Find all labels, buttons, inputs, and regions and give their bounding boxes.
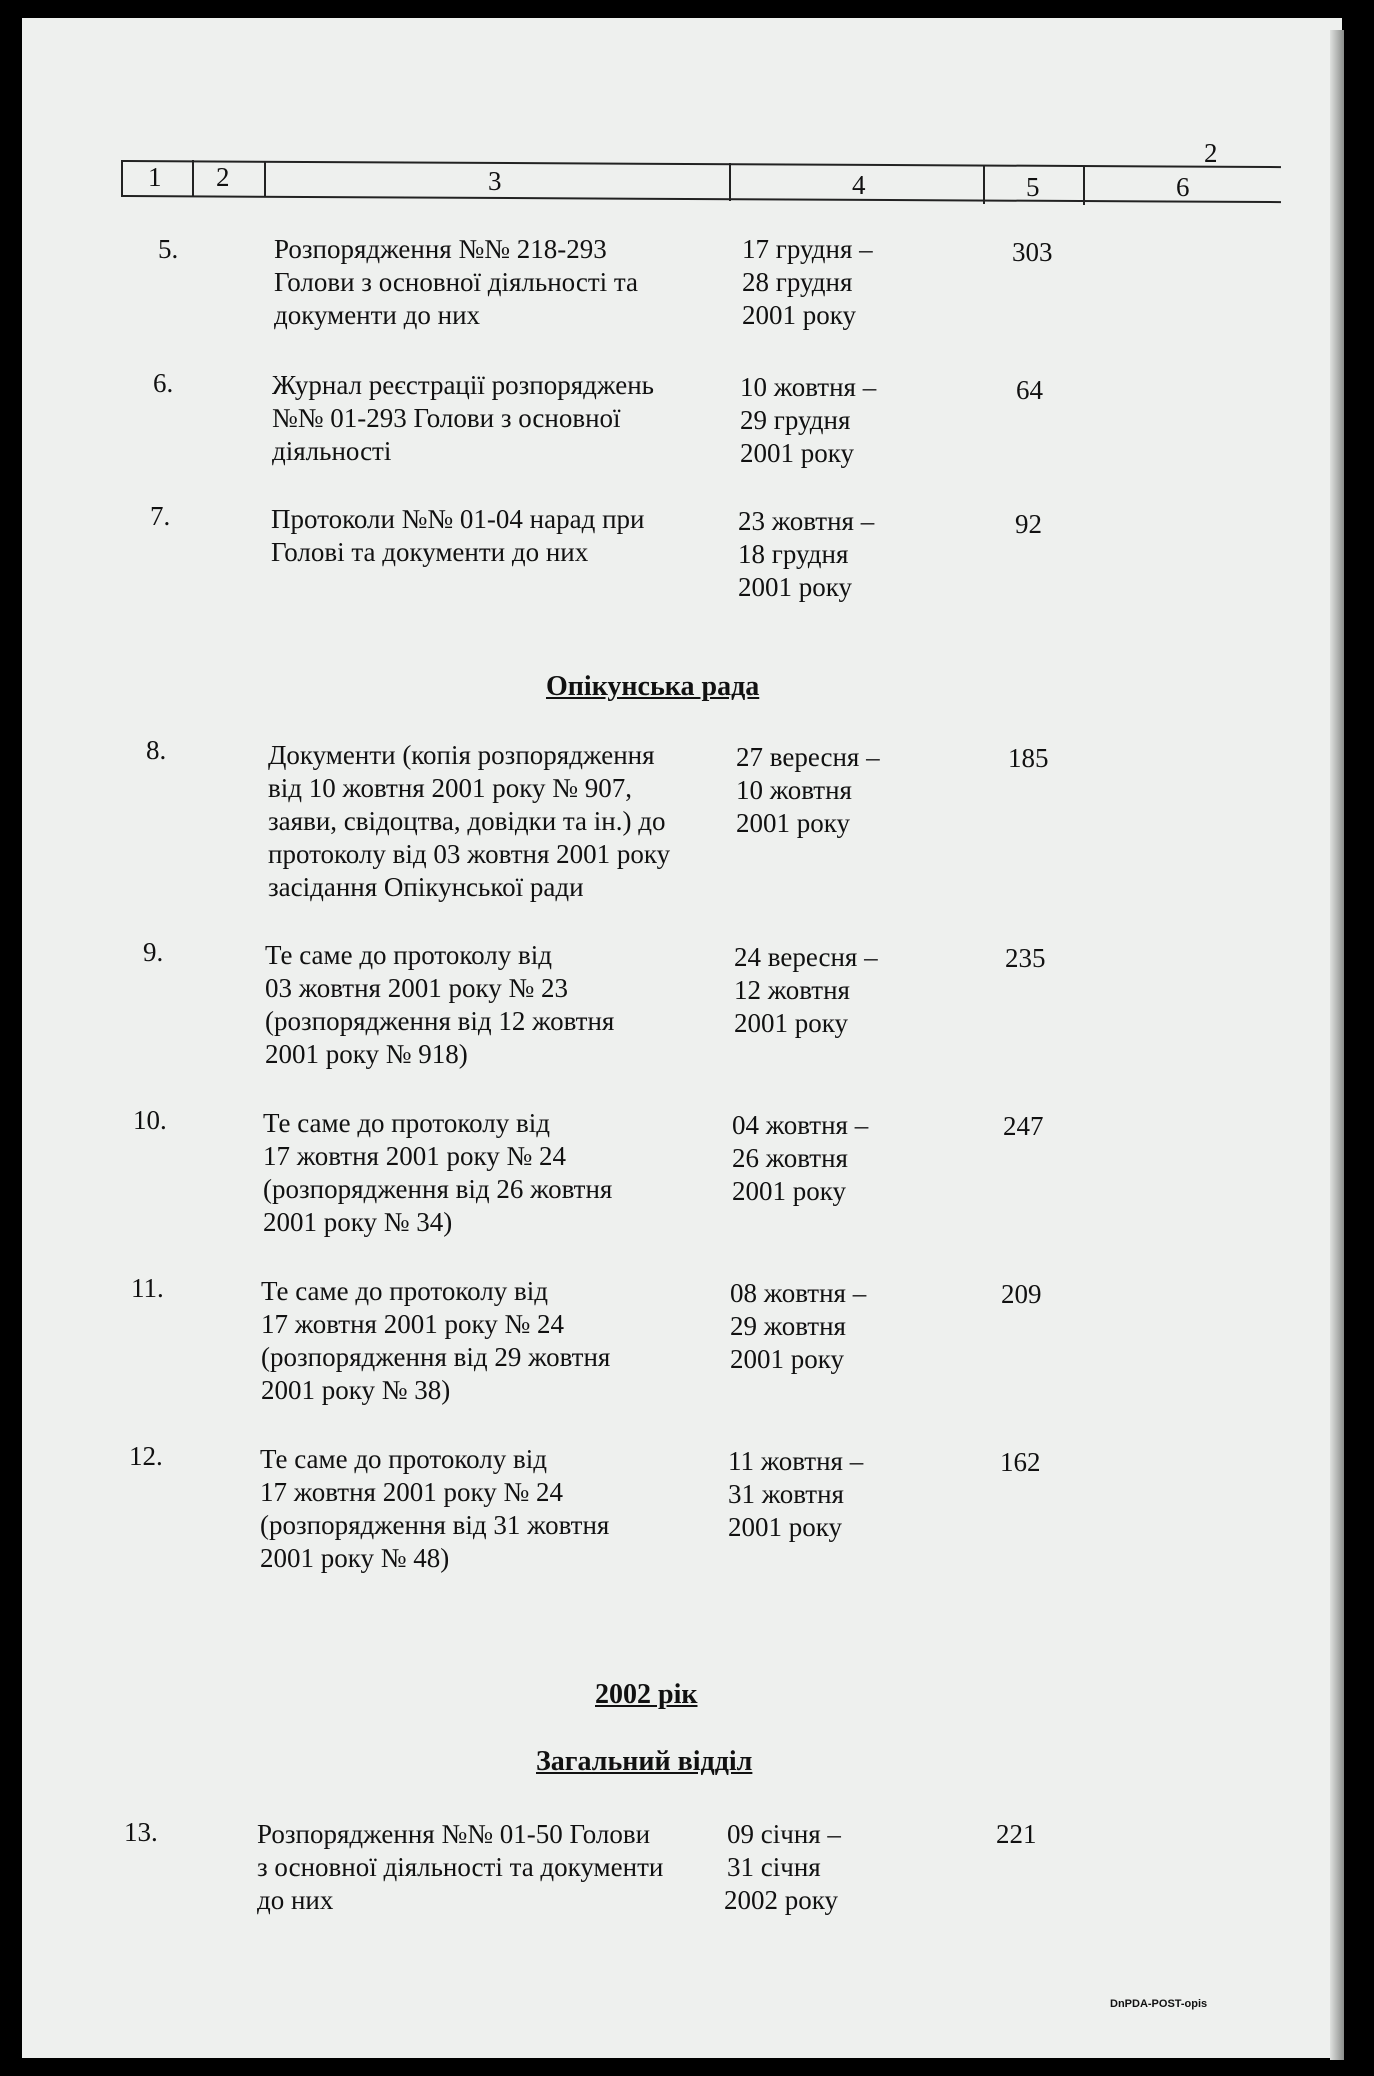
row-sheets: 303 [1012, 237, 1053, 267]
row-title-line: 2001 року № 34) [263, 1207, 453, 1237]
row-date-line: 2001 року [740, 438, 854, 468]
row-title-line: Журнал реєстрації розпоряджень [272, 370, 654, 400]
row-date-line: 27 вересня – [736, 742, 880, 772]
header-col-6: 6 [1176, 172, 1190, 202]
row-title-line: від 10 жовтня 2001 року № 907, [268, 773, 632, 803]
row-title-line: 17 жовтня 2001 року № 24 [260, 1477, 563, 1507]
row-title-line: Розпорядження №№ 01-50 Голови [257, 1819, 651, 1849]
row-number: 12. [129, 1441, 163, 1471]
row-date-line: 24 вересня – [734, 942, 878, 972]
row-title-line: 2001 року № 918) [265, 1039, 468, 1069]
row-title-line: Голові та документи до них [271, 537, 589, 567]
row-date-line: 31 жовтня [728, 1479, 844, 1509]
row-title-line: протоколу від 03 жовтня 2001 року [268, 839, 671, 869]
header-col-4: 4 [852, 170, 866, 200]
header-col-2: 2 [216, 162, 230, 192]
year-heading: 2002 рік [595, 1679, 698, 1710]
row-date-line: 28 грудня [742, 267, 853, 297]
row-date-line: 04 жовтня – [732, 1110, 869, 1140]
row-title-line: Голови з основної діяльності та [274, 267, 638, 297]
row-date-line: 09 січня – [727, 1819, 841, 1849]
row-title-line: №№ 01-293 Голови з основної [272, 403, 621, 433]
row-number: 11. [131, 1273, 164, 1303]
row-date-line: 12 жовтня [734, 975, 850, 1005]
row-title-line: 17 жовтня 2001 року № 24 [261, 1309, 564, 1339]
row-date-line: 2001 року [734, 1008, 848, 1038]
row-title-line: 2001 року № 48) [260, 1543, 450, 1573]
row-number: 8. [146, 735, 167, 765]
row-date-line: 2001 року [736, 808, 850, 838]
row-title-line: діяльності [272, 436, 392, 466]
row-date-line: 26 жовтня [732, 1143, 848, 1173]
header-col-3: 3 [488, 166, 502, 196]
page-number: 2 [1204, 138, 1218, 168]
row-title-line: (розпорядження від 29 жовтня [261, 1342, 611, 1372]
row-title-line: 03 жовтня 2001 року № 23 [265, 973, 568, 1003]
row-date-line: 10 жовтня [736, 775, 852, 805]
row-date-line: 10 жовтня – [740, 372, 877, 402]
row-date-line: 29 жовтня [730, 1311, 846, 1341]
section-heading: Опікунська рада [546, 671, 760, 702]
row-title-line: Те саме до протоколу від [261, 1276, 548, 1306]
row-title-line: документи до них [274, 300, 481, 330]
row-title-line: Те саме до протоколу від [263, 1108, 550, 1138]
row-title-line: до них [257, 1885, 334, 1915]
row-date-line: 29 грудня [740, 405, 851, 435]
row-title-line: Те саме до протоколу від [260, 1444, 547, 1474]
row-title-line: 2001 року № 38) [261, 1375, 451, 1405]
row-title-line: 17 жовтня 2001 року № 24 [263, 1141, 566, 1171]
row-number: 5. [158, 234, 179, 264]
header-col-5: 5 [1026, 172, 1040, 202]
row-date-line: 2001 року [732, 1176, 846, 1206]
row-date-line: 2001 року [728, 1512, 842, 1542]
row-date-line: 2002 року [724, 1885, 838, 1915]
row-number: 7. [150, 501, 171, 531]
row-sheets: 235 [1005, 943, 1046, 973]
row-date-line: 11 жовтня – [728, 1446, 864, 1476]
row-sheets: 221 [996, 1819, 1037, 1849]
row-title-line: заяви, свідоцтва, довідки та ін.) до [268, 806, 666, 836]
row-sheets: 64 [1016, 375, 1043, 405]
row-sheets: 247 [1003, 1111, 1044, 1141]
row-title-line: Те саме до протоколу від [265, 940, 552, 970]
row-title-line: (розпорядження від 12 жовтня [265, 1006, 615, 1036]
header-col-1: 1 [148, 162, 162, 192]
row-date-line: 18 грудня [738, 539, 849, 569]
footer-code: DnPDA-POST-opis [1110, 1998, 1208, 2010]
row-sheets: 92 [1015, 509, 1042, 539]
row-date-line: 2001 року [730, 1344, 844, 1374]
section-heading: Загальний відділ [536, 1746, 753, 1777]
row-number: 6. [153, 368, 174, 398]
row-date-line: 08 жовтня – [730, 1278, 867, 1308]
row-title-line: (розпорядження від 26 жовтня [263, 1174, 613, 1204]
row-title-line: (розпорядження від 31 жовтня [260, 1510, 610, 1540]
page-edge [1330, 30, 1344, 2060]
row-sheets: 209 [1001, 1279, 1042, 1309]
row-title-line: Розпорядження №№ 218-293 [274, 234, 607, 264]
row-title-line: Документи (копія розпорядження [268, 740, 655, 770]
row-date-line: 2001 року [738, 572, 852, 602]
row-number: 10. [133, 1105, 167, 1135]
row-sheets: 162 [1000, 1447, 1041, 1477]
row-date-line: 23 жовтня – [738, 506, 875, 536]
row-date-line: 2001 року [742, 300, 856, 330]
row-date-line: 31 січня [727, 1852, 821, 1882]
row-date-line: 17 грудня – [742, 234, 873, 264]
row-number: 9. [143, 937, 164, 967]
row-title-line: з основної діяльності та документи [257, 1852, 664, 1882]
row-title-line: засідання Опікунської ради [268, 872, 584, 902]
row-number: 13. [124, 1817, 158, 1847]
row-sheets: 185 [1008, 743, 1049, 773]
row-title-line: Протоколи №№ 01-04 нарад при [271, 504, 645, 534]
